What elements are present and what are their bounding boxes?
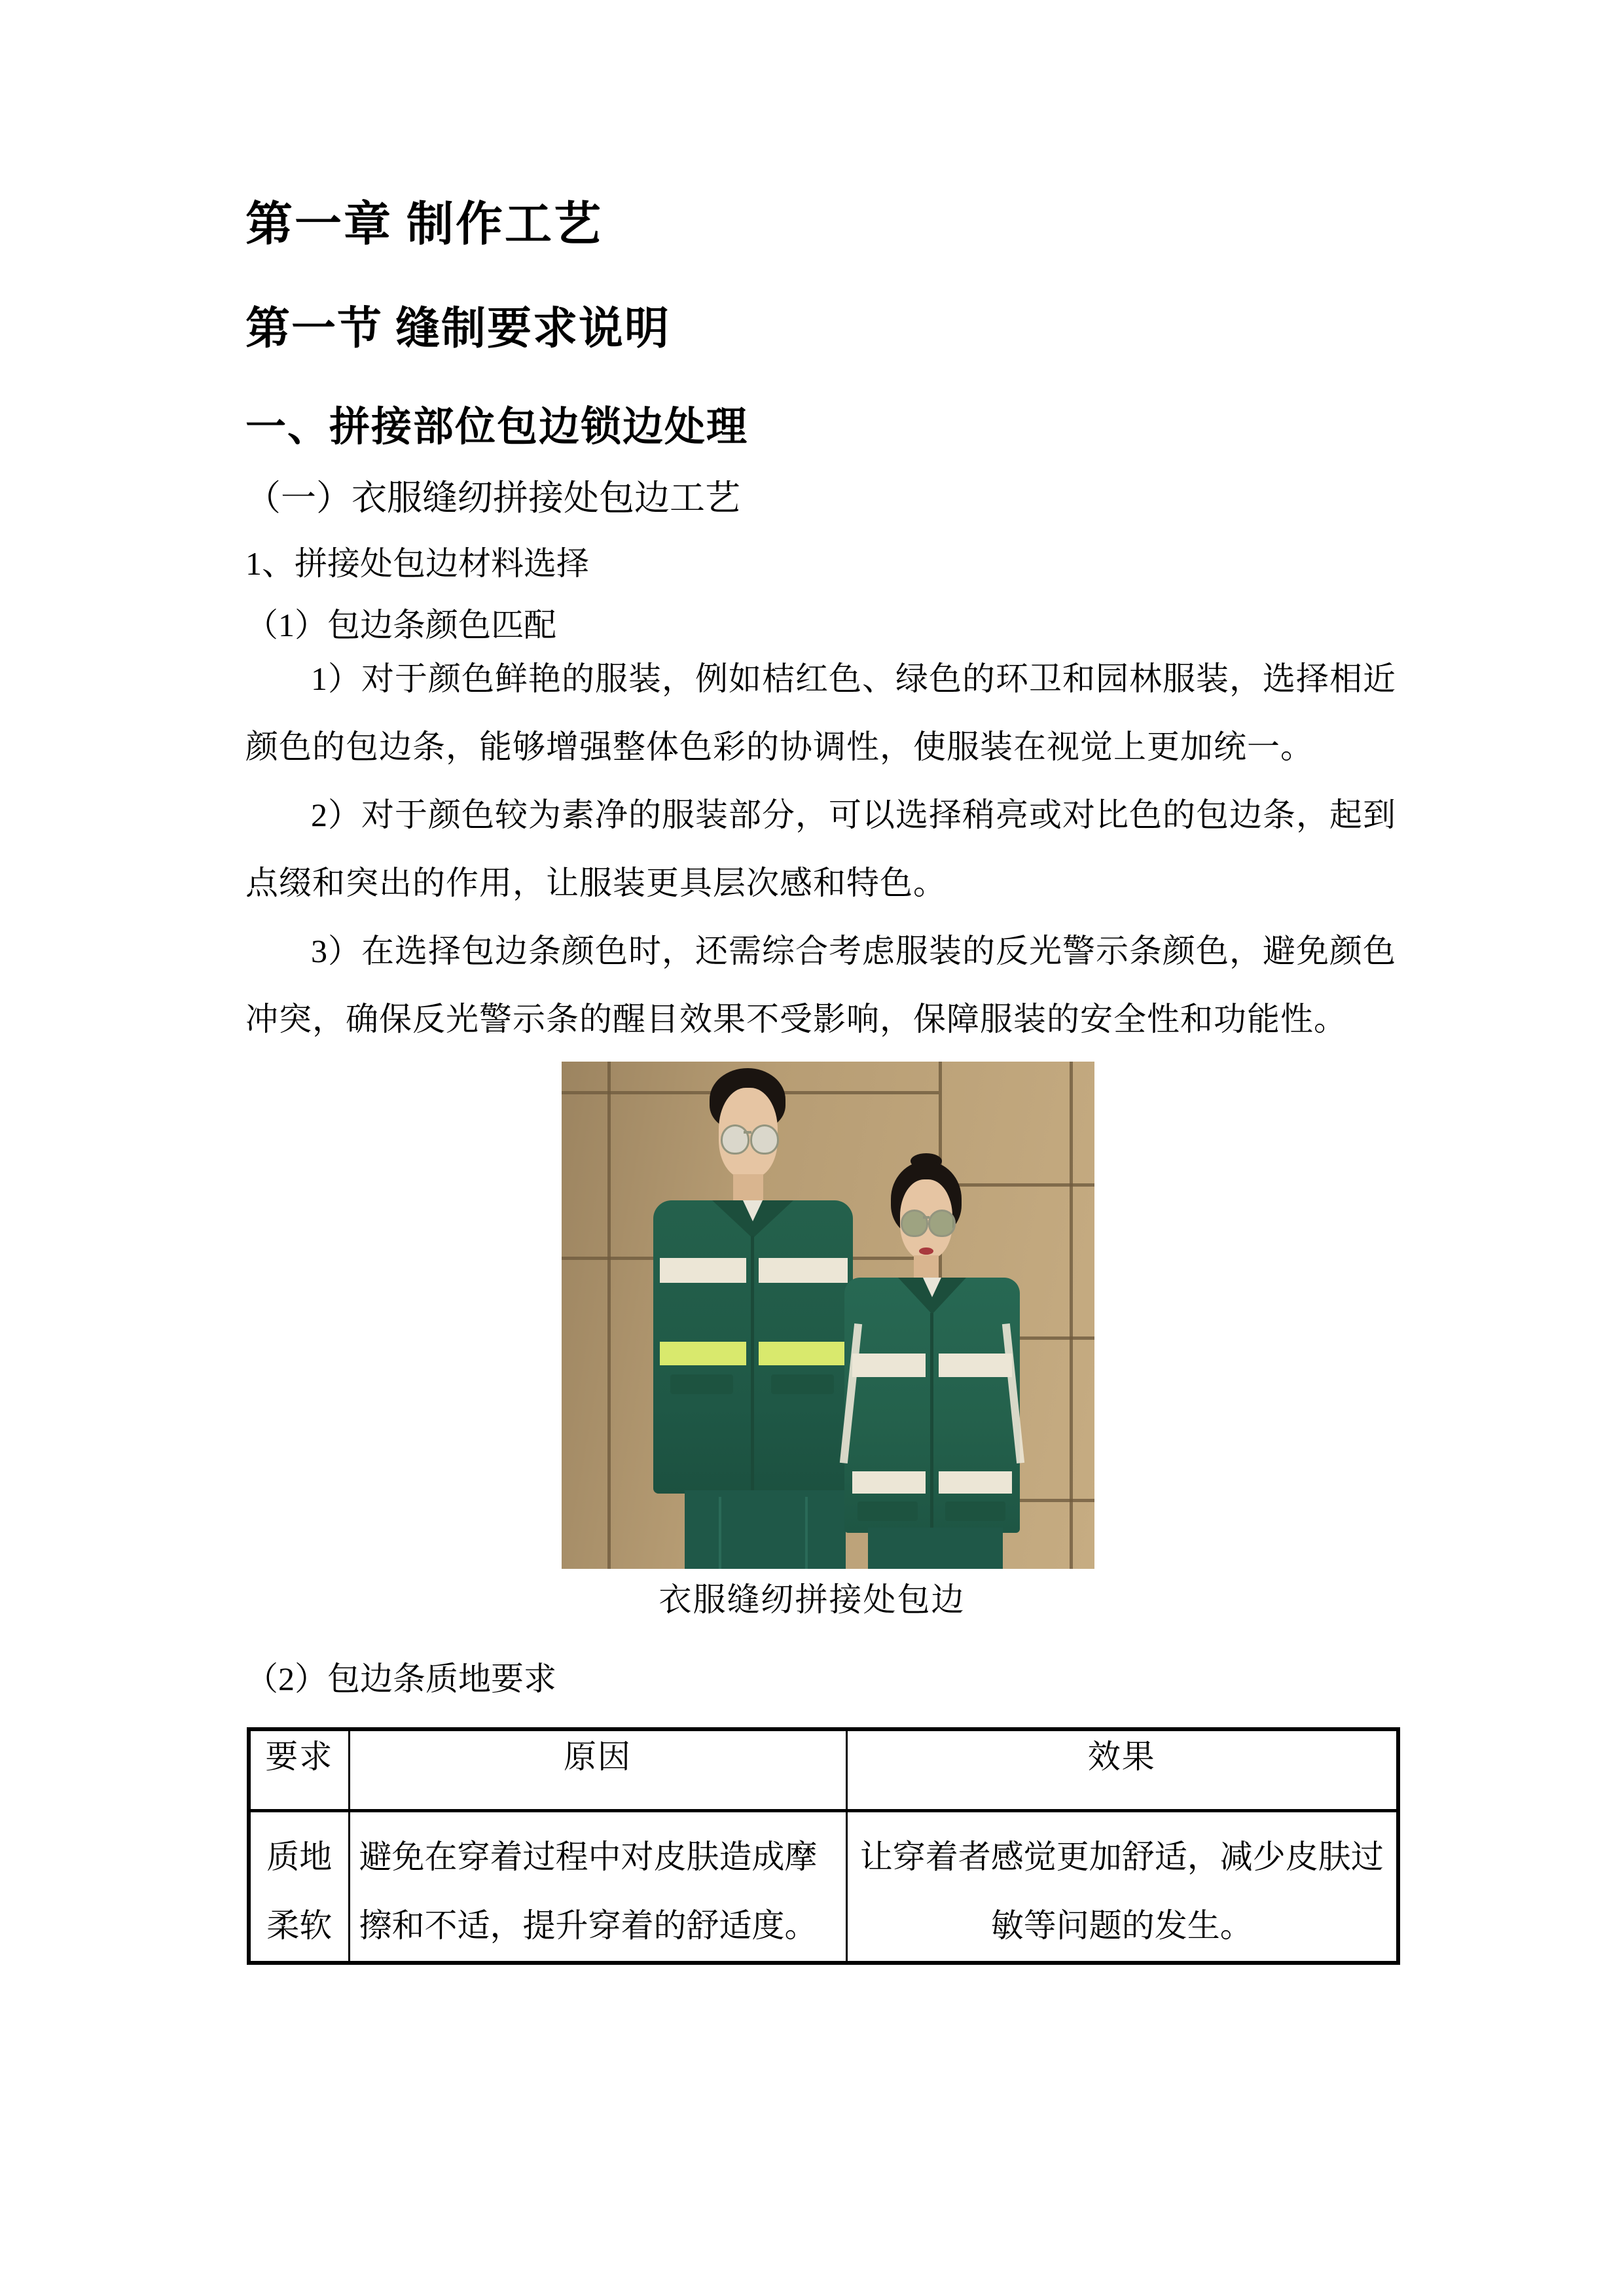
woman-reflective-stripe-waist <box>852 1471 926 1494</box>
heading-level1: 一、拼接部位包边锁边处理 <box>245 405 749 450</box>
woman-pocket-flap <box>857 1501 918 1521</box>
paragraph-line: 3）在选择包边条颜色时，还需综合考虑服装的反光警示条颜色，避免颜色 <box>311 933 1396 969</box>
section-title: 第一节 缝制要求说明 <box>245 304 671 353</box>
table-cell-reason: 避免在穿着过程中对皮肤造成摩擦和不适，提升穿着的舒适度。 <box>349 1810 846 1963</box>
table-header-row <box>249 1729 1398 1810</box>
paragraph-line: 2）对于颜色较为素净的服装部分，可以选择稍亮或对比色的包边条，起到 <box>311 797 1396 833</box>
heading-item-1: （1）包边条颜色匹配 <box>245 607 556 643</box>
woman-sunglasses <box>928 1210 956 1237</box>
woman-pants <box>868 1528 1003 1569</box>
paragraph-line: 冲突，确保反光警示条的醒目效果不受影响，保障服装的安全性和功能性。 <box>245 1001 1347 1037</box>
woman-reflective-stripe-chest <box>852 1354 926 1377</box>
woman-pocket-flap <box>945 1501 1005 1521</box>
chapter-title: 第一章 制作工艺 <box>245 198 604 251</box>
body-paragraphs <box>245 645 1411 1053</box>
paragraph-2 <box>245 781 1411 917</box>
paragraph-1 <box>245 645 1411 781</box>
woman-zipper-placket <box>930 1313 933 1532</box>
paragraph-3 <box>245 917 1411 1053</box>
woman-lips <box>919 1247 933 1255</box>
heading-item-2: （2）包边条质地要求 <box>245 1660 556 1697</box>
paragraph-line: 1）对于颜色鲜艳的服装，例如桔红色、绿色的环卫和园林服装，选择相近 <box>311 660 1396 697</box>
heading-level3: 1、拼接处包边材料选择 <box>245 545 589 582</box>
table-row <box>249 1810 1398 1963</box>
paragraph-line: 点缀和突出的作用，让服装更具层次感和特色。 <box>245 865 947 901</box>
woman-sunglasses-bridge <box>923 1216 929 1219</box>
requirements-table <box>247 1727 1400 1965</box>
table-cell-requirement: 质地柔软 <box>249 1810 349 1963</box>
woman-figure <box>562 1062 1094 1569</box>
woman-reflective-stripe-waist <box>939 1471 1012 1494</box>
table-header-requirement: 要求 <box>249 1729 349 1810</box>
woman-sunglasses <box>901 1210 928 1237</box>
figure-caption: 衣服缝纫拼接处包边 <box>659 1581 965 1618</box>
woman-reflective-stripe-chest <box>939 1354 1012 1377</box>
table-cell-effect: 让穿着者感觉更加舒适，减少皮肤过敏等问题的发生。 <box>846 1810 1398 1963</box>
paragraph-line: 颜色的包边条，能够增强整体色彩的协调性，使服装在视觉上更加统一。 <box>245 728 1314 765</box>
table-header-reason: 原因 <box>349 1729 846 1810</box>
heading-level2: （一）衣服缝纫拼接处包边工艺 <box>245 478 740 518</box>
uniform-photo <box>562 1062 1094 1569</box>
table-header-effect: 效果 <box>846 1729 1398 1810</box>
